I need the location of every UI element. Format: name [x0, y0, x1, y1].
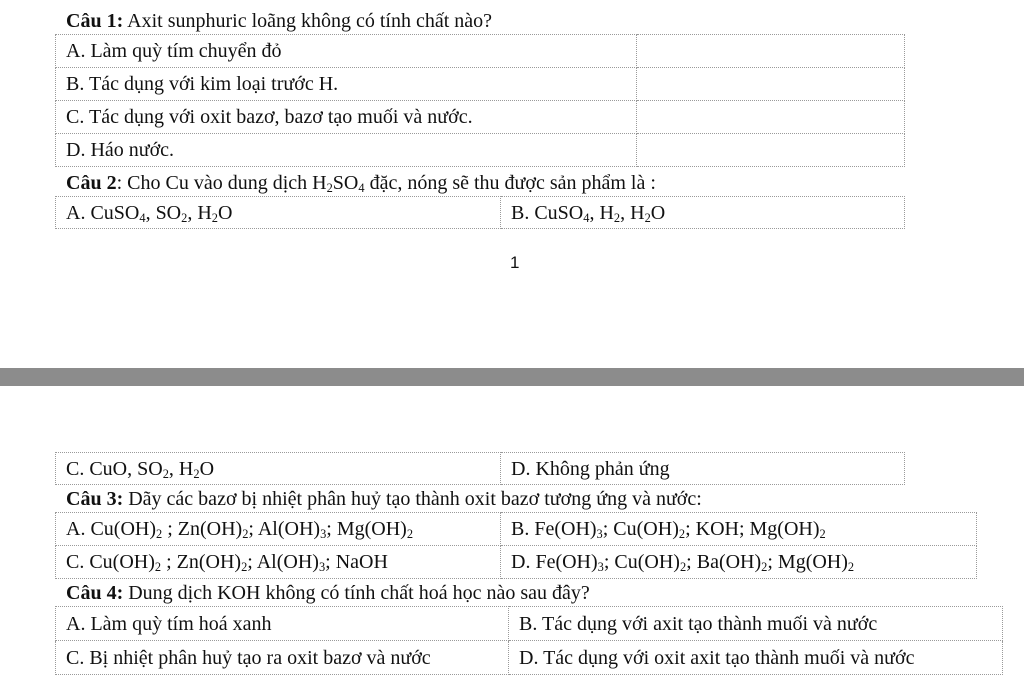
- q4-option-a[interactable]: A. Làm quỳ tím hoá xanh: [56, 607, 509, 641]
- q1-blank-cell: [637, 68, 905, 101]
- q2-option-d[interactable]: D. Không phản ứng: [501, 453, 905, 485]
- question-1-options: [55, 34, 905, 167]
- question-4: [66, 582, 590, 604]
- q1-option-d[interactable]: D. Háo nước.: [56, 134, 637, 167]
- question-3-label: Câu 3:: [66, 488, 124, 510]
- question-4-label: Câu 4:: [66, 582, 124, 604]
- page-number: 1: [510, 253, 520, 272]
- question-3-options: [55, 512, 977, 579]
- q4-option-c[interactable]: C. Bị nhiệt phân huỷ tạo ra oxit bazơ và nước: [56, 641, 509, 675]
- q3-option-d[interactable]: D. $Fe(OH)_3$; $Cu(OH)_2$; $Ba(OH)_2$; $Mg(OH)_2$: [501, 546, 977, 579]
- q1-option-a[interactable]: A. Làm quỳ tím chuyển đỏ: [56, 35, 637, 68]
- q3-option-a[interactable]: A. $Cu(OH)_2$ ; $Zn(OH)_2$; $Al(OH)_3$; $Mg(OH)_2$: [56, 513, 501, 546]
- q1-option-c[interactable]: C. Tác dụng với oxit bazơ, bazơ tạo muối và nước.: [56, 101, 637, 134]
- question-1: [66, 10, 492, 32]
- q4-option-b[interactable]: B. Tác dụng với axit tạo thành muối và nước: [509, 607, 1003, 641]
- question-4-options: [55, 606, 1003, 675]
- question-2-options-top: [55, 196, 905, 229]
- q2-option-c[interactable]: C. CuO, $SO_2$, $H_2O$: [56, 453, 501, 485]
- question-1-label: Câu 1:: [66, 10, 124, 32]
- q1-blank-cell: [637, 101, 905, 134]
- question-3: [66, 488, 702, 510]
- question-2-label: Câu 2: [66, 172, 117, 194]
- q1-option-b[interactable]: B. Tác dụng với kim loại trước H.: [56, 68, 637, 101]
- question-2: Câu 2: Cho Cu vào dung dịch $H_2SO_4$ đặc, nóng sẽ thu được sản phẩm là :: [66, 172, 656, 195]
- question-1-text: Axit sunphuric loãng không có tính chất nào?: [123, 10, 493, 32]
- question-3-text: Dãy các bazơ bị nhiệt phân huỷ tạo thành oxit bazơ tương ứng và nước:: [123, 488, 702, 510]
- question-2-options-bottom: [55, 452, 905, 485]
- q1-blank-cell: [637, 35, 905, 68]
- q3-option-b[interactable]: B. $Fe(OH)_3$; $Cu(OH)_2$; KOH; $Mg(OH)_2$: [501, 513, 977, 546]
- q1-blank-cell: [637, 134, 905, 167]
- q2-option-b[interactable]: B. CuSO$_4$, $H_2$, $H_2O$: [501, 197, 905, 229]
- page-separator: [0, 368, 1024, 386]
- q2-option-a[interactable]: A. CuSO$_4$, $SO_2$, $H_2O$: [56, 197, 501, 229]
- question-4-text: Dung dịch KOH không có tính chất hoá học nào sau đây?: [123, 582, 590, 604]
- q3-option-c[interactable]: C. $Cu(OH)_2$ ; $Zn(OH)_2$; $Al(OH)_3$; NaOH: [56, 546, 501, 579]
- q4-option-d[interactable]: D. Tác dụng với oxit axit tạo thành muối và nước: [509, 641, 1003, 675]
